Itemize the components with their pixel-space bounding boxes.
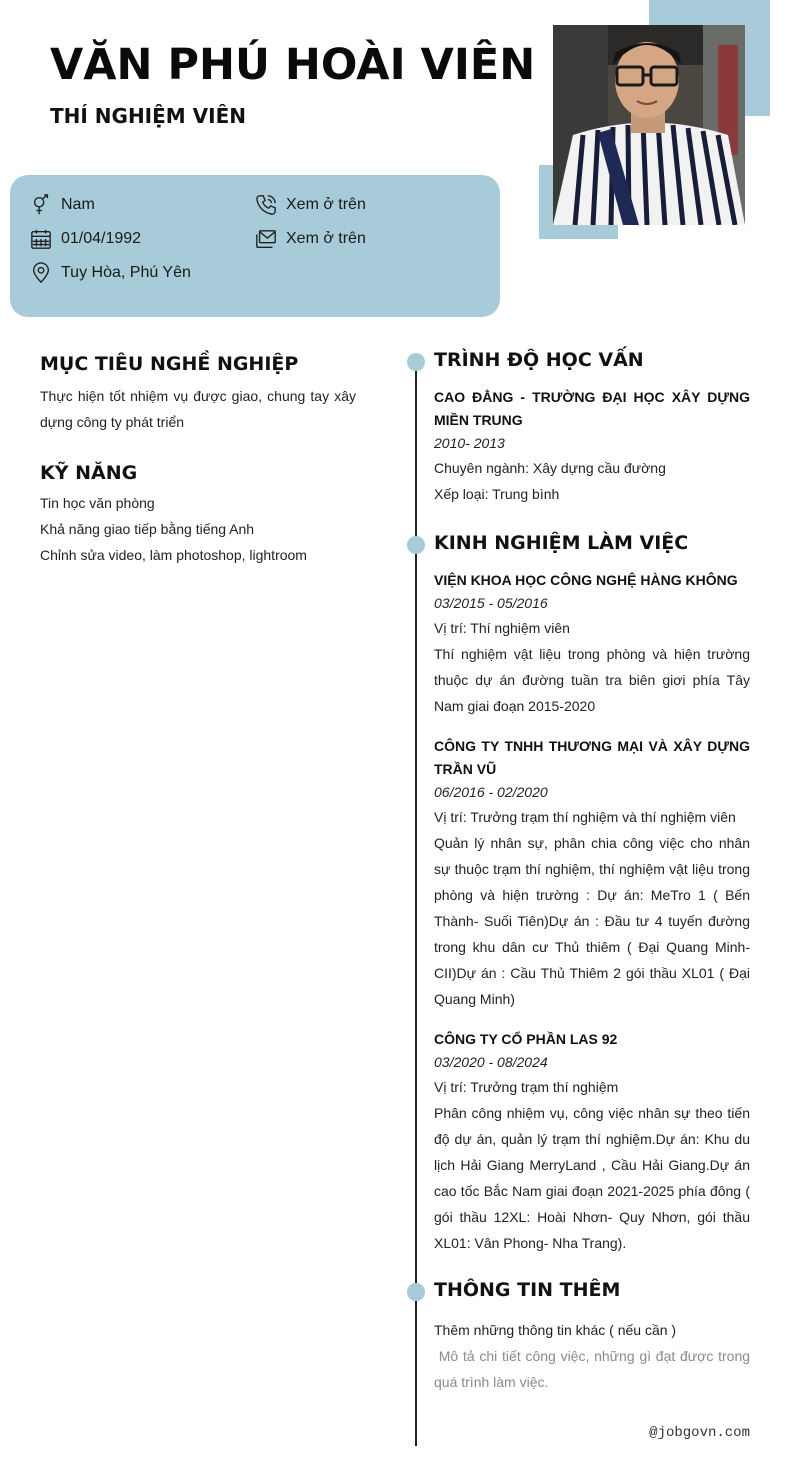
job-position: Vị trí: Trưởng trạm thí nghiệm (434, 1079, 619, 1095)
additional-section (434, 1279, 754, 1395)
skills-heading: KỸ NĂNG (40, 462, 138, 484)
job-entry (434, 735, 750, 1012)
additional-line: Thêm những thông tin khác ( nếu cần ) (434, 1322, 677, 1338)
address-value: Tuy Hòa, Phú Yên (61, 264, 191, 281)
experience-heading: KINH NGHIỆM LÀM VIỆC (434, 532, 689, 554)
profile-photo (553, 25, 745, 225)
education-grade: Xếp loại: Trung bình (434, 486, 560, 502)
additional-description: Mô tả chi tiết công việc, những gì đạt được trong quá trình làm việc. (434, 1348, 754, 1390)
job-period: 03/2020 - 08/2024 (434, 1054, 548, 1070)
job-position: Vị trí: Thí nghiệm viên (434, 620, 570, 636)
job-company: CÔNG TY TNHH THƯƠNG MẠI VÀ XÂY DỰNG TRẦN VŨ (434, 738, 750, 777)
job-entry (434, 569, 750, 719)
objective-heading: MỤC TIÊU NGHỀ NGHIỆP (40, 353, 299, 375)
job-entry (434, 1028, 750, 1256)
phone-icon (255, 194, 277, 216)
list-item: Chỉnh sửa video, làm photoshop, lightroom (40, 547, 307, 563)
calendar-icon (30, 228, 52, 250)
skills-list (40, 490, 356, 568)
job-company: CÔNG TY CỔ PHẦN LAS 92 (434, 1031, 618, 1047)
birthdate-value: 01/04/1992 (61, 230, 142, 247)
objective-text: Thực hiện tốt nhiệm vụ được giao, chung tay xây dựng công ty phát triển (40, 388, 356, 430)
contact-card (10, 175, 500, 317)
education-heading: TRÌNH ĐỘ HỌC VẤN (434, 349, 644, 371)
job-period: 06/2016 - 02/2020 (434, 784, 548, 800)
additional-heading: THÔNG TIN THÊM (434, 1279, 621, 1301)
job-description: Quản lý nhân sự, phân chia công việc cho nhân sự thuộc trạm thí nghiệm, thí nghiệm vật liệu trong phòng và hiện trường : Dự án: MeTro 1 ( Bến Thành- Suối Tiên)Dự án : Đầu tư 4 tuyến đường trong khu dân cư Thủ thiêm ( Đại Quang Minh- CII)Dự án : Cầu Thủ Thiêm 2 gói thầu XL01 ( Đại Quang Minh) (434, 835, 750, 1007)
phone-value: Xem ở trên (286, 196, 366, 213)
contact-gender (30, 194, 95, 216)
email-icon (255, 228, 277, 250)
location-icon (30, 262, 52, 284)
contact-address (30, 262, 191, 284)
education-school: CAO ĐẲNG - TRƯỜNG ĐẠI HỌC XÂY DỰNG MIỀN TRUNG (434, 389, 750, 428)
job-period: 03/2015 - 05/2016 (434, 595, 548, 611)
job-title: THÍ NGHIỆM VIÊN (50, 104, 246, 128)
contact-email (255, 228, 366, 250)
job-company: VIỆN KHOA HỌC CÔNG NGHỆ HÀNG KHÔNG (434, 572, 738, 588)
objective-section (40, 353, 356, 435)
gender-value: Nam (61, 196, 95, 213)
experience-section (434, 532, 750, 1256)
gender-icon (30, 194, 52, 216)
education-section (434, 349, 750, 507)
timeline-dot (407, 536, 425, 554)
timeline-dot (407, 1283, 425, 1301)
contact-phone (255, 194, 366, 216)
skills-section (40, 462, 356, 568)
list-item: Khả năng giao tiếp bằng tiếng Anh (40, 521, 255, 537)
candidate-name: VĂN PHÚ HOÀI VIÊN (50, 40, 536, 90)
job-position: Vị trí: Trưởng trạm thí nghiệm và thí nghiệm viên (434, 809, 736, 825)
timeline-dot (407, 353, 425, 371)
education-major: Chuyên ngành: Xây dựng cầu đường (434, 460, 666, 476)
contact-birthdate (30, 228, 141, 250)
job-description: Phân công nhiệm vụ, công việc nhân sự theo tiến độ dự án, quản lý trạm thí nghiệm.Dự án: Khu du lịch Hải Giang MerryLand , Cầu Hải Giang.Dự án cao tốc Bắc Nam giai đoạn 2021-2025 phía đông ( gói thầu 12XL: Hoài Nhơn- Quy Nhơn, gói thầu XL01: Vân Phong- Nha Trang). (434, 1105, 750, 1251)
email-value: Xem ở trên (286, 230, 366, 247)
list-item: Tin học văn phòng (40, 495, 155, 511)
job-description: Thí nghiệm vật liệu trong phòng và hiện trường thuộc dự án đường tuần tra biên giơi phía Tây Nam giai đoạn 2015-2020 (434, 646, 750, 714)
education-period: 2010- 2013 (434, 435, 505, 451)
footer-watermark: @jobgovn.com (649, 1425, 750, 1441)
